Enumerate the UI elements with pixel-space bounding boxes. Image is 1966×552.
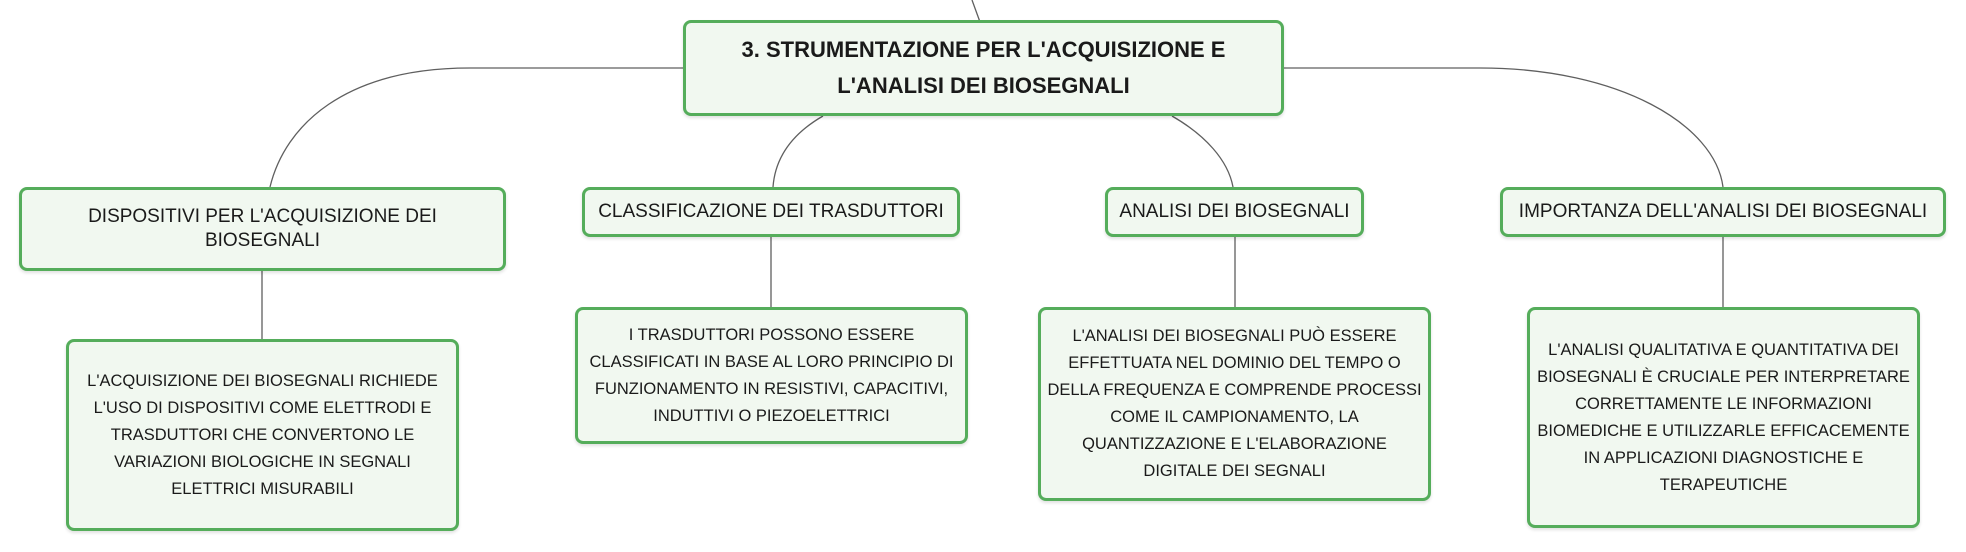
topic-label: ANALISI DEI BIOSEGNALI [1119, 201, 1350, 222]
topic-node-biosignal-analysis[interactable] [1105, 187, 1364, 237]
detail-text: L'ANALISI DEI BIOSEGNALI PUÒ ESSERE EFFETTUATA NEL DOMINIO DEL TEMPO O DELLA FREQUENZA E COMPRENDE PROCESSI COME IL CAMPIONAMENTO, LA QUANTIZZAZIONE E L'ELABORAZIONE DIGITALE DEI SEGNALI [1047, 327, 1422, 480]
detail-node-analysis-importance[interactable] [1527, 307, 1920, 528]
topic-node-acquisition-devices[interactable] [19, 187, 506, 271]
detail-text: L'ACQUISIZIONE DEI BIOSEGNALI RICHIEDE L'USO DI DISPOSITIVI COME ELETTRODI E TRASDUTTORI CHE CONVERTONO LE VARIAZIONI BIOLOGICHE IN SEGNALI ELETTRICI MISURABILI [87, 371, 438, 498]
connector-root-to-topic-2 [773, 116, 823, 187]
topic-label: IMPORTANZA DELL'ANALISI DEI BIOSEGNALI [1518, 201, 1928, 222]
connector-parent-to-root [972, 0, 980, 22]
detail-text: L'ANALISI QUALITATIVA E QUANTITATIVA DEI BIOSEGNALI È CRUCIALE PER INTERPRETARE CORRETTAMENTE LE INFORMAZIONI BIOMEDICHE E UTILIZZARLE EFFICACEMENTE IN APPLICAZIONI DIAGNOSTICHE E TERAPEUTICHE [1537, 340, 1910, 494]
detail-node-transducer-classification[interactable] [575, 307, 968, 444]
detail-node-biosignal-analysis[interactable] [1038, 307, 1431, 501]
connector-root-to-topic-4 [1284, 68, 1723, 187]
root-node[interactable] [683, 20, 1284, 116]
connector-root-to-topic-3 [1172, 116, 1233, 187]
topic-label: CLASSIFICAZIONE DEI TRASDUTTORI [598, 201, 944, 222]
root-label: 3. STRUMENTAZIONE PER L'ACQUISIZIONE E L'ANALISI DEI BIOSEGNALI [741, 37, 1226, 98]
detail-text: I TRASDUTTORI POSSONO ESSERE CLASSIFICATI IN BASE AL LORO PRINCIPIO DI FUNZIONAMENTO IN RESISTIVI, CAPACITIVI, INDUTTIVI O PIEZOELETTRICI [589, 325, 954, 425]
topic-node-transducer-classification[interactable] [582, 187, 960, 237]
connector-root-to-topic-1 [270, 68, 683, 187]
topic-node-analysis-importance[interactable] [1500, 187, 1946, 237]
detail-node-acquisition-devices[interactable] [66, 339, 459, 531]
topic-label: DISPOSITIVI PER L'ACQUISIZIONE DEI BIOSEGNALI [88, 206, 437, 251]
